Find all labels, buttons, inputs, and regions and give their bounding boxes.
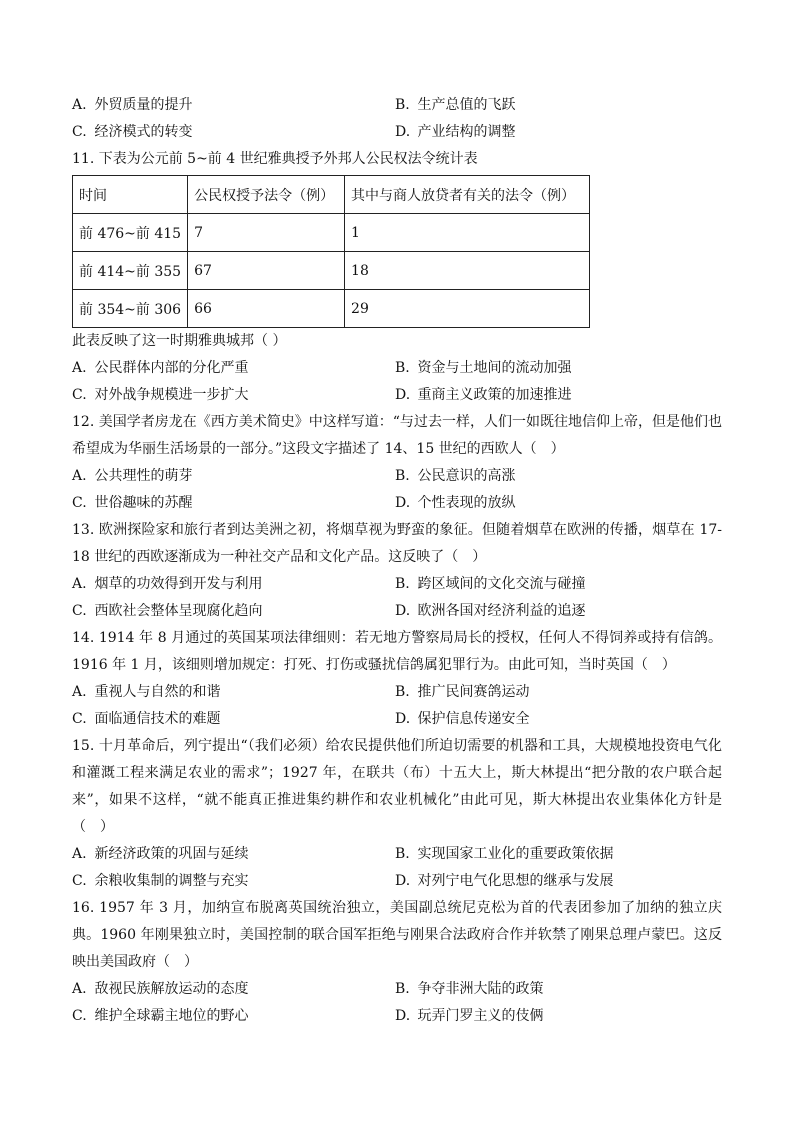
q12-option-b[interactable]: B. 公民意识的高涨 [395,468,516,484]
q11-statistics-table [72,175,590,328]
table-header-cell: 其中与商人放贷者有关的法令（例） [345,176,590,214]
table-cell: 1 [345,214,590,252]
table-row [73,252,590,290]
q15-option-d[interactable]: D. 对列宁电气化思想的继承与发展 [395,873,614,889]
q13-stem: 13. 欧洲探险家和旅行者到达美洲之初，将烟草视为野蛮的象征。但随着烟草在欧洲的传播，烟草在 17-18 世纪的西欧逐渐成为一种社交产品和文化产品。这反映了（ ） [72,522,722,565]
q16-options-row-1 [72,976,722,1003]
q12-option-d[interactable]: D. 个性表现的放纵 [395,495,516,511]
q13-options-row-2 [72,598,722,625]
table-cell: 29 [345,290,590,328]
q12-options-row-2 [72,490,722,517]
q15-options-row-1 [72,841,722,868]
q13-option-a[interactable]: A. 烟草的功效得到开发与利用 [72,576,263,592]
q14-option-a[interactable]: A. 重视人与自然的和谐 [72,684,221,700]
q15-stem: 15. 十月革命后，列宁提出“（我们必须）给农民提供他们所迫切需要的机器和工具，大规模地投资电气化和灌溉工程来满足农业的需求”；1927 年，在联共（布）十五大上，斯大林提出“把分散的农户联合起来”，如果不这样，“就不能真正推进集约耕作和农业机械化”由此可见，斯大林提出农业集体化方针是（ ） [72,738,722,835]
q12-options-row-1 [72,463,722,490]
table-cell: 18 [345,252,590,290]
q11-option-a[interactable]: A. 公民群体内部的分化严重 [72,360,249,376]
q10-option-d[interactable]: D. 产业结构的调整 [395,124,516,140]
table-cell: 67 [188,252,345,290]
q10-option-a[interactable]: A. 外贸质量的提升 [72,97,193,113]
table-row [73,214,590,252]
q11-options-row-1 [72,355,722,382]
q10-options-row-2 [72,119,722,146]
q15-option-c[interactable]: C. 余粮收集制的调整与充实 [72,873,249,889]
q16-option-b[interactable]: B. 争夺非洲大陆的政策 [395,981,544,997]
q11-option-b[interactable]: B. 资金与土地间的流动加强 [395,360,572,376]
exam-page [72,92,722,1030]
q14-option-b[interactable]: B. 推广民间赛鸽运动 [395,684,530,700]
q12-option-c[interactable]: C. 世俗趣味的苏醒 [72,495,193,511]
q14-options-row-2 [72,706,722,733]
q16-option-a[interactable]: A. 敌视民族解放运动的态度 [72,981,249,997]
q13-option-c[interactable]: C. 西欧社会整体呈现腐化趋向 [72,603,263,619]
q11-option-d[interactable]: D. 重商主义政策的加速推进 [395,387,572,403]
q13-options-row-1 [72,571,722,598]
q15-option-a[interactable]: A. 新经济政策的巩固与延续 [72,846,249,862]
q12-stem: 12. 美国学者房龙在《西方美术简史》中这样写道：“与过去一样，人们一如既往地信仰上帝，但是他们也希望成为华丽生活场景的一部分。”这段文字描述了 14、15 世纪的西欧人（ ） [72,414,722,457]
q11-option-c[interactable]: C. 对外战争规模进一步扩大 [72,387,249,403]
q14-option-d[interactable]: D. 保护信息传递安全 [395,711,530,727]
q14-option-c[interactable]: C. 面临通信技术的难题 [72,711,221,727]
q15-options-row-2 [72,868,722,895]
q16-stem: 16. 1957 年 3 月，加纳宣布脱离英国统治独立，美国副总统尼克松为首的代表团参加了加纳的独立庆典。1960 年刚果独立时，美国控制的联合国军拒绝与刚果合法政府合作并软禁了刚果总理卢蒙巴。这反映出美国政府（ ） [72,900,722,970]
q12-option-a[interactable]: A. 公共理性的萌芽 [72,468,193,484]
q16-options-row-2 [72,1003,722,1030]
q16-option-d[interactable]: D. 玩弄门罗主义的伎俩 [395,1008,544,1024]
q13-option-d[interactable]: D. 欧洲各国对经济利益的追逐 [395,603,586,619]
q10-option-c[interactable]: C. 经济模式的转变 [72,124,193,140]
q14-options-row-1 [72,679,722,706]
q14-stem: 14. 1914 年 8 月通过的英国某项法律细则：若无地方警察局局长的授权，任何人不得饲养或持有信鸽。1916 年 1 月，该细则增加规定：打死、打伤或骚扰信鸽属犯罪行为。由此可知，当时英国（ ） [72,630,722,673]
q10-options-row-1 [72,92,722,119]
table-cell: 前 476~前 415 [73,214,188,252]
table-cell: 7 [188,214,345,252]
table-row [73,290,590,328]
table-cell: 66 [188,290,345,328]
q13-option-b[interactable]: B. 跨区域间的文化交流与碰撞 [395,576,586,592]
table-header-cell: 公民权授予法令（例） [188,176,345,214]
q11-question: 此表反映了这一时期雅典城邦（ ） [72,333,287,349]
table-header-row [73,176,590,214]
q11-options-row-2 [72,382,722,409]
table-cell: 前 414~前 355 [73,252,188,290]
q10-option-b[interactable]: B. 生产总值的飞跃 [395,97,516,113]
table-header-cell: 时间 [73,176,188,214]
q16-option-c[interactable]: C. 维护全球霸主地位的野心 [72,1008,249,1024]
q11-stem: 11. 下表为公元前 5~前 4 世纪雅典授予外邦人公民权法令统计表 [72,151,478,167]
table-cell: 前 354~前 306 [73,290,188,328]
q15-option-b[interactable]: B. 实现国家工业化的重要政策依据 [395,846,614,862]
